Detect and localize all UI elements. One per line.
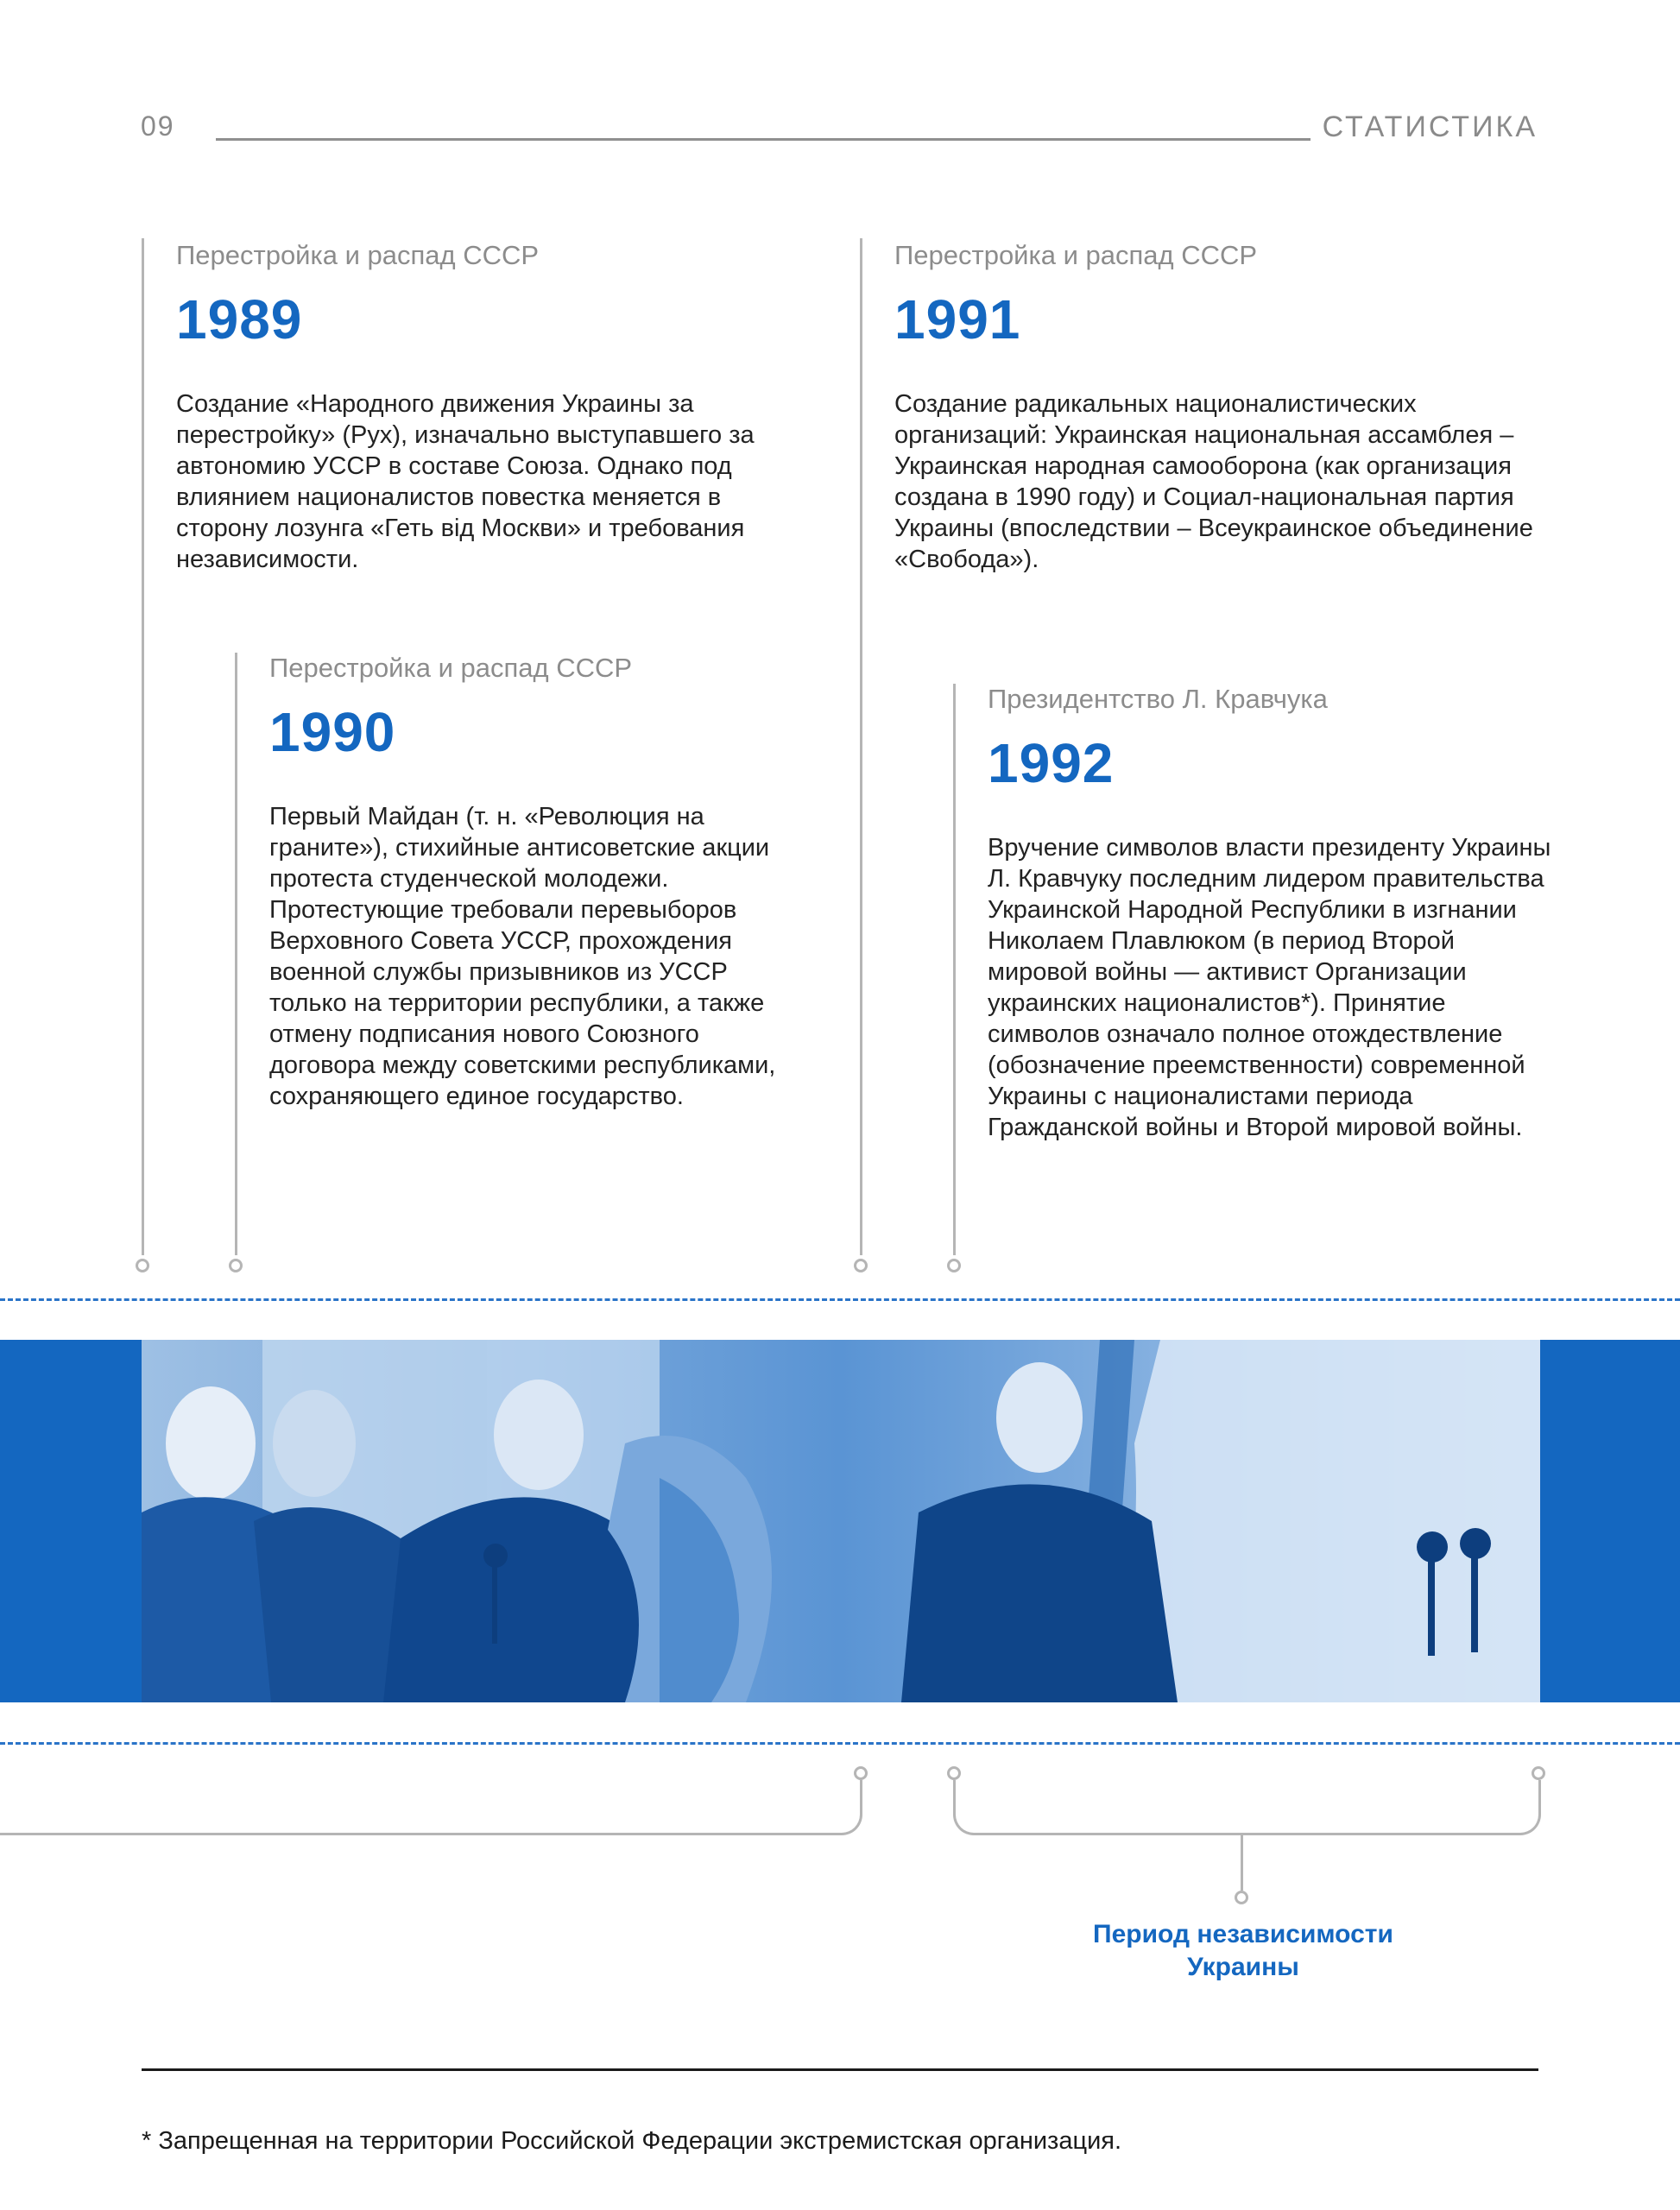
bracket-before-independence	[0, 1780, 862, 1835]
bracket-node-left	[854, 1766, 868, 1780]
timeline-entry-1989	[176, 238, 798, 575]
timeline-node-1991	[854, 1259, 868, 1272]
entry-year: 1990	[269, 701, 396, 763]
ceremony-photo-illustration	[142, 1340, 1540, 1702]
timeline-line-1990	[235, 653, 237, 1255]
bracket-independence-period	[953, 1780, 1541, 1835]
bracket-node-start	[947, 1766, 961, 1780]
section-title: СТАТИСТИКА	[1322, 110, 1538, 143]
entry-period: Перестройка и распад СССР	[894, 240, 1258, 270]
ceremony-photo	[142, 1340, 1540, 1702]
entry-year: 1991	[894, 288, 1021, 350]
bracket-stem-node	[1235, 1891, 1248, 1904]
bracket-stem	[1241, 1835, 1243, 1891]
entry-description: Создание радикальных националистических организаций: Украинская национальная ассамблея – Украинская народная самооборона (как организация создана в 1990 году) и Социал-национальная партия Украины (впоследствии – Всеукраинское объединение «Свобода»).	[894, 390, 1533, 573]
header-divider	[216, 138, 1311, 141]
footer-divider	[142, 2068, 1538, 2071]
timeline-node-1992	[947, 1259, 961, 1272]
timeline-line-1991	[860, 238, 862, 1255]
timeline-entry-1990	[269, 651, 787, 1112]
footnote: * Запрещенная на территории Российской Федерации экстремистская организация.	[142, 2127, 1122, 2155]
dashed-separator-top	[0, 1298, 1680, 1301]
dashed-separator-bottom	[0, 1742, 1680, 1745]
entry-year: 1992	[988, 732, 1115, 794]
timeline-line-1992	[953, 684, 956, 1255]
page-number: 09	[141, 110, 175, 142]
independence-period-caption: Период независимости Украины	[1093, 1920, 1393, 1981]
timeline-entry-1991	[894, 238, 1551, 575]
timeline-entry-1992	[988, 682, 1557, 1143]
entry-description: Создание «Народного движения Украины за перестройку» (Рух), изначально выступавшего за автономию УССР в составе Союза. Однако под влиянием националистов повестка меняется в сторону лозунга «Геть від Москви» и требования независимости.	[176, 390, 755, 573]
entry-description: Первый Майдан (т. н. «Революция на граните»), стихийные антисоветские акции протеста студенческой молодежи. Протестующие требовали перевыборов Верховного Совета УССР, прохождения военной службы призывников из УССР только на территории республики, а также отмену подписания нового Союзного договора между советскими республиками, сохраняющего единое государство.	[269, 803, 776, 1110]
timeline-node-1990	[229, 1259, 243, 1272]
entry-year: 1989	[176, 288, 303, 350]
entry-period: Президентство Л. Кравчука	[988, 684, 1328, 714]
entry-period: Перестройка и распад СССР	[176, 240, 540, 270]
timeline-line-1989	[142, 238, 144, 1255]
entry-period: Перестройка и распад СССР	[269, 653, 633, 683]
bracket-node-end	[1532, 1766, 1545, 1780]
timeline-node-1989	[136, 1259, 149, 1272]
entry-description: Вручение символов власти президенту Украины Л. Кравчуку последним лидером правительства Украинской Народной Республики в изгнании Николаем Плавлюком (в период Второй мировой войны — активист Организации украинских националистов*). Принятие символов означало полное отождествление (обозначение преемственности) современной Украины с националистами периода Гражданской войны и Второй мировой войны.	[988, 834, 1551, 1141]
